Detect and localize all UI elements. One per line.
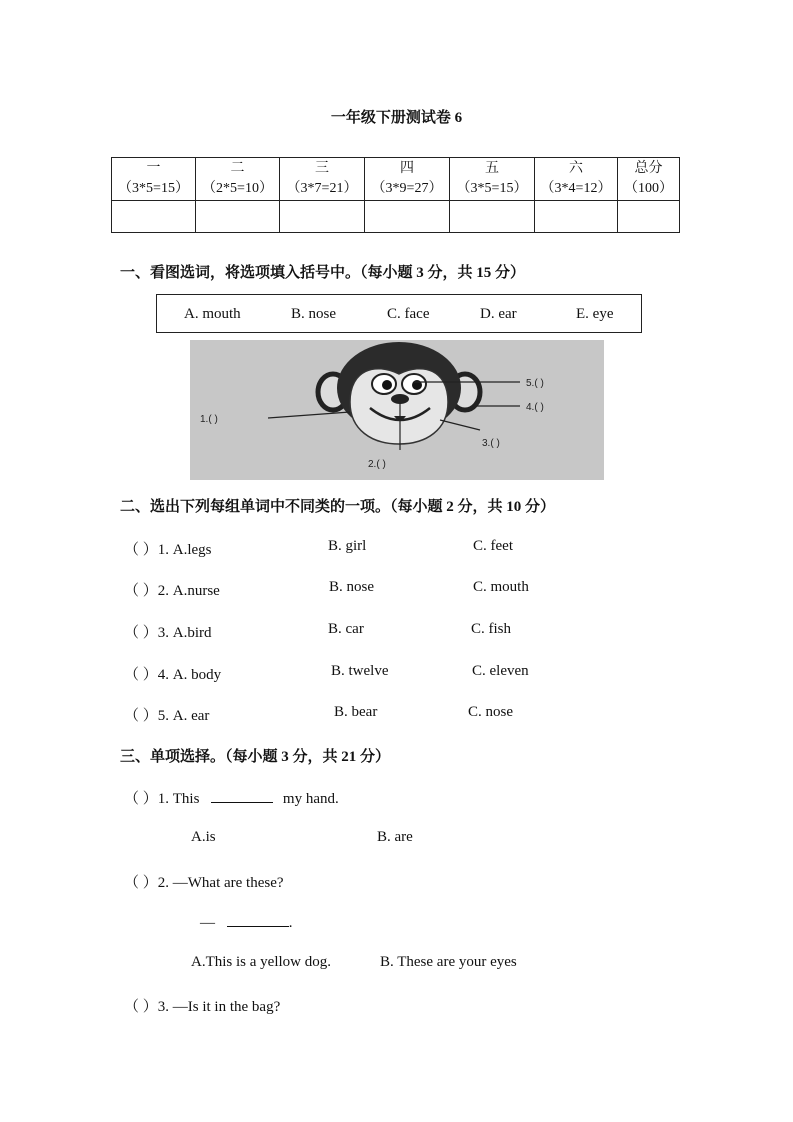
option-eye: E. eye [576,306,614,322]
score-header-cell: 六 （3*4=12） [535,158,618,201]
score-table-blank-row [112,201,680,233]
picture-label-3: 3.( ) [482,438,500,449]
section2-item-5-c: C. nose [468,704,513,720]
picture-label-5: 5.( ) [526,378,544,389]
page-title: 一年级下册测试卷 6 [330,110,463,126]
score-header-cell: 二 （2*5=10） [196,158,280,201]
q1-suffix: my hand. [282,791,339,807]
section2-item-1: （ ）1. A.legs [124,542,212,558]
section2-heading: 二、选出下列每组单词中不同类的一项。（每小题 2 分，共 10 分） [120,499,556,515]
section2-item-3: （ ）3. A.bird [124,625,212,641]
picture-label-4: 4.( ) [526,402,544,413]
section3-question-1 [124,787,339,808]
score-blank-cell[interactable] [112,201,196,233]
q2-answer-blank[interactable] [227,912,289,927]
section3-question-3: （ ）3. —Is it in the bag? [124,999,281,1015]
monkey-face-picture [190,340,604,480]
section2-item-4-c: C. eleven [472,663,529,679]
score-header-cell: 一 （3*5=15） [112,158,196,201]
word-options-box [156,294,642,333]
score-header-cell: 总分 （100） [618,158,680,201]
section2-item-2-b: B. nose [329,579,374,595]
score-blank-cell[interactable] [450,201,535,233]
score-blank-cell[interactable] [535,201,618,233]
option-ear: D. ear [480,306,517,322]
score-blank-cell[interactable] [196,201,280,233]
q1-option-a: A.is [191,829,216,845]
q2-dash: — [200,915,215,931]
score-table-header-row [112,158,680,201]
q1-answer-blank[interactable] [211,788,273,803]
q2-answer-line [200,912,293,932]
q2-end: . [288,915,293,931]
monkey-drawing [190,340,604,480]
option-nose: B. nose [291,306,336,322]
section2-item-4: （ ）4. A. body [124,667,222,683]
section2-item-2-c: C. mouth [473,579,529,595]
section2-item-5-b: B. bear [334,704,378,720]
monkey-face [350,369,448,444]
option-mouth: A. mouth [184,306,241,322]
q2-option-b: B. These are your eyes [380,954,517,970]
q1-prefix: （ ）1. This [124,791,200,807]
score-blank-cell[interactable] [365,201,450,233]
section2-item-1-b: B. girl [328,538,367,554]
score-header-cell: 四 （3*9=27） [365,158,450,201]
score-blank-cell[interactable] [618,201,680,233]
section2-item-2: （ ）2. A.nurse [124,583,220,599]
section2-item-3-c: C. fish [471,621,512,637]
score-header-cell: 三 （3*7=21） [280,158,365,201]
option-face: C. face [387,306,430,322]
picture-label-2: 2.( ) [368,459,386,470]
section1-heading: 一、看图选词，将选项填入括号中。（每小题 3 分，共 15 分） [120,265,526,281]
picture-label-1: 1.( ) [200,414,218,425]
section2-item-3-b: B. car [328,621,364,637]
section2-item-1-c: C. feet [473,538,513,554]
score-header-cell: 五 （3*5=15） [450,158,535,201]
score-blank-cell[interactable] [280,201,365,233]
section3-heading: 三、单项选择。（每小题 3 分，共 21 分） [120,749,391,765]
q2-option-a: A.This is a yellow dog. [191,954,331,970]
q1-option-b: B. are [377,829,413,845]
score-table [111,157,680,233]
section2-item-4-b: B. twelve [331,663,389,679]
section2-item-5: （ ）5. A. ear [124,708,210,724]
section3-question-2: （ ）2. —What are these? [124,875,284,891]
